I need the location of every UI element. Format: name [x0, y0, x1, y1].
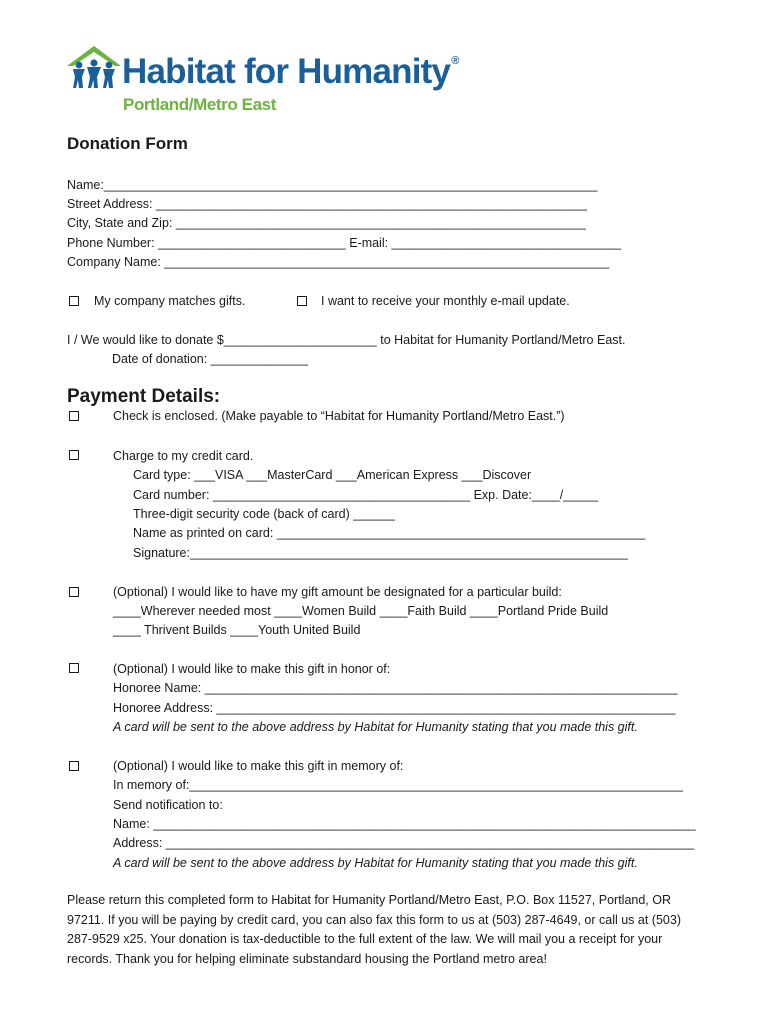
house-people-icon [66, 44, 122, 90]
logo-affiliate: Portland/Metro East [123, 95, 276, 114]
company-match-label: My company matches gifts. [94, 294, 246, 308]
name-on-card-field[interactable]: Name as printed on card: _____________________________________________________ [133, 526, 646, 540]
street-address-field[interactable]: Street Address: ______________________________________________________________ [67, 197, 587, 211]
signature-field[interactable]: Signature:_______________________________________________________________ [133, 546, 628, 560]
send-notification-label: Send notification to: [113, 798, 223, 812]
email-update-checkbox[interactable] [297, 296, 307, 306]
notify-name-field[interactable]: Name: ______________________________________________________________________________ [113, 817, 696, 831]
honoree-name-field[interactable]: Honoree Name: ____________________________________________________________________ [113, 681, 678, 695]
in-memory-of-field[interactable]: In memory of:_______________________________________________________________________ [113, 778, 683, 792]
honor-gift-checkbox[interactable] [69, 663, 79, 673]
donation-date-field[interactable]: Date of donation: ______________ [112, 352, 309, 366]
form-title: Donation Form [67, 134, 188, 153]
designate-build-checkbox[interactable] [69, 587, 79, 597]
check-enclosed-label: Check is enclosed. (Make payable to “Habitat for Humanity Portland/Metro East.”) [113, 409, 565, 423]
credit-card-checkbox[interactable] [69, 450, 79, 460]
honor-card-note: A card will be sent to the above address by Habitat for Humanity stating that you made this gift. [113, 720, 638, 734]
email-update-label: I want to receive your monthly e-mail update. [321, 294, 570, 308]
company-match-checkbox[interactable] [69, 296, 79, 306]
honoree-address-field[interactable]: Honoree Address: __________________________________________________________________ [113, 701, 676, 715]
notify-address-field[interactable]: Address: ____________________________________________________________________________ [113, 836, 695, 850]
company-name-field[interactable]: Company Name: ________________________________________________________________ [67, 255, 610, 269]
payment-details-heading: Payment Details: [67, 386, 221, 407]
donation-amount-field[interactable]: I / We would like to donate $______________________ to Habitat for Humanity Portland/Metro East. [67, 333, 626, 347]
habitat-logo [66, 44, 486, 120]
memory-gift-label: (Optional) I would like to make this gift in memory of: [113, 759, 404, 773]
honor-gift-label: (Optional) I would like to make this gift in honor of: [113, 662, 391, 676]
memory-gift-checkbox[interactable] [69, 761, 79, 771]
card-type-field[interactable]: Card type: ___VISA ___MasterCard ___American Express ___Discover [133, 468, 532, 482]
phone-email-field[interactable]: Phone Number: ___________________________ E-mail: _________________________________ [67, 236, 621, 250]
designate-build-label: (Optional) I would like to have my gift amount be designated for a particular build: [113, 585, 562, 599]
card-number-field[interactable]: Card number: _____________________________________ Exp. Date:____/_____ [133, 488, 598, 502]
logo-wordmark: Habitat for Humanity® [122, 52, 459, 91]
name-field[interactable]: Name:_______________________________________________________________________ [67, 178, 598, 192]
credit-card-label: Charge to my credit card. [113, 449, 254, 463]
return-instructions: Please return this completed form to Habitat for Humanity Portland/Metro East, P.O. Box 11527, Portland, OR 97211. If you will be paying by credit card, you can also fax this form to us at (503) 287-4649, or call us at (503) 287-9529 x25. Your donation is tax-deductible to the full extent of the law. We will mail you a receipt for your records. Thank you for helping eliminate substandard housing the Portland metro area! [67, 893, 681, 966]
security-code-field[interactable]: Three-digit security code (back of card) ______ [133, 507, 395, 521]
memory-card-note: A card will be sent to the above address by Habitat for Humanity stating that you made this gift. [113, 856, 638, 870]
check-enclosed-checkbox[interactable] [69, 411, 79, 421]
build-options-row-2[interactable]: ____ Thrivent Builds ____Youth United Build [113, 623, 361, 637]
build-options-row-1[interactable]: ____Wherever needed most ____Women Build ____Faith Build ____Portland Pride Build [113, 604, 609, 618]
city-state-zip-field[interactable]: City, State and Zip: ___________________________________________________________ [67, 216, 587, 230]
